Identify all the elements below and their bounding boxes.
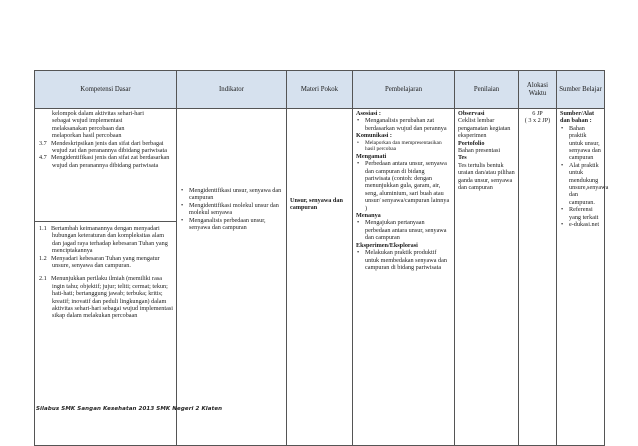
kd-line: melaporkan hasil percobaan — [52, 132, 122, 140]
tes-text: Tes tertulis bentuk uraian dan/atau pilihan ganda unsur, senyawa dan campuran — [458, 161, 515, 192]
asosiasi-item: • Menganalisis perubahan zat berdasarkan wujud dan perannya — [356, 117, 451, 132]
mengamati-item: • Perbedaan antara unsur, senyawa dan campuran di bidang pariwisata (contoh: dengan menunjukkan gula, garam, air, seng, aluminium, sari buah atau unsur/ senyawa/campuran lainnya ) — [356, 160, 451, 212]
sumber-title: Sumber/Alat dan bahan : — [560, 110, 595, 125]
alokasi-cell — [519, 109, 557, 446]
menanya-item: • Mengajukan pertanyaan perbedaan antara unsur, senyawa dan campuran — [356, 219, 451, 241]
observasi-text: Ceklist lembar pengamatan kegiatan eksperimen — [458, 117, 511, 140]
alokasi-detail: ( 3 x 2 JP) — [524, 117, 551, 125]
header-indikator: Indikator — [177, 71, 287, 109]
portofolio-title: Portofolio — [458, 139, 485, 147]
asosiasi-title: Asosiasi : — [356, 110, 381, 117]
kd-item: 1.2 Menyadari kebesaran Tuhan yang mengatur unsure, senyawa dan campuran. — [39, 254, 160, 270]
kd-item: 3.7 Mendeskripsikan jenis dan sifat dari berbagai wujud zat dan peranannya dibidang pariwisata — [39, 139, 167, 155]
eksperimen-title: Eksperimen/Eksplorasi — [356, 241, 418, 249]
penilaian-cell — [455, 109, 519, 446]
indikator-cell — [177, 109, 287, 446]
indikator-item: • Menganalisis perbedaan unsur, senyawa dan campuran — [180, 217, 283, 232]
kd-line: melaksanakan percobaan dan — [52, 124, 125, 132]
sumber-item: • e-dukasi.net — [560, 221, 601, 228]
sumber-item: • Referensi yang terkait — [560, 206, 601, 221]
table-row — [35, 109, 605, 222]
portofolio-text: Bahan presentasi — [458, 147, 501, 155]
kd-item: 2.1 Menunjukkan perilaku ilmiah (memiliki rasa ingin tahu; objektif; jujur; teliti; cermat; tekun; hati-hati; bertanggung jawab; terbuka; kritis; kreatif; inovatif dan peduli lingkungan) dalam aktivitas sehari-hari sebagai wujud implementasi sikap dalam melakukan percobaan — [39, 275, 173, 320]
kd-continuation — [38, 110, 173, 140]
mengamati-title: Mengamati — [356, 152, 387, 160]
komunikasi-item: • Melaporkan dan mempresentasikan hasil percobaa — [356, 140, 451, 153]
footer-text: Silabus SMK Sangan Kesehatan 2013 SMK Negeri 2 Klaten — [36, 406, 223, 412]
indikator-item: • Mengidentifikasi unsur, senyawa dan campuran — [180, 187, 283, 202]
sumber-item: • Alat praktik untuk mendukung unsure,senyawa dan campuran. — [560, 162, 601, 206]
header-alokasi: Alokasi Waktu — [519, 71, 557, 109]
tes-title: Tes — [458, 154, 467, 162]
header-kd: Kompetensi Dasar — [35, 71, 177, 109]
menanya-title: Menanya — [356, 212, 381, 220]
header-row — [35, 71, 605, 109]
kd-line: kelompok dalam aktivitas sehari-hari — [52, 110, 144, 117]
kd-item: 4.7 Mengidentifikasi jenis dan sifat zat berdasarkan wujud dan peranannya dibidang pariwisata — [39, 154, 170, 169]
komunikasi-title: Komunikasi : — [356, 132, 392, 140]
materi-text: Unsur, senyawa dan campuran — [290, 197, 343, 212]
syllabus-table — [34, 70, 609, 446]
header-materi: Materi Pokok — [287, 71, 353, 109]
eksperimen-item: • Melakukan praktik produktif untuk membedakan senyawa dan campuran di bidang pariwisata — [356, 249, 451, 271]
indikator-item: • Mengidentifikasi molekul unsur dan molekul senyawa — [180, 202, 283, 217]
sumber-cell — [557, 109, 609, 446]
header-pembelajaran: Pembelajaran — [353, 71, 455, 109]
kd-item: 1.1 Bertambah keimanannya dengan menyadari hubungan keteraturan dan kompleksitas alam dan jagad raya terhadap kebesaran Tuhan yang menciptakannya — [39, 225, 168, 255]
kd-cell — [35, 109, 177, 222]
alokasi-jp: 6 JP — [532, 110, 543, 117]
header-sumber: Sumber Belajar — [557, 71, 605, 109]
materi-cell — [287, 109, 353, 446]
observasi-title: Observasi — [458, 110, 485, 117]
header-penilaian: Penilaian — [455, 71, 519, 109]
kd-line: sebagai wujud implementasi — [52, 117, 123, 125]
sumber-item: • Bahan praktik untuk unsur, senyawa dan campuran — [560, 125, 601, 162]
pembelajaran-cell — [353, 109, 455, 446]
